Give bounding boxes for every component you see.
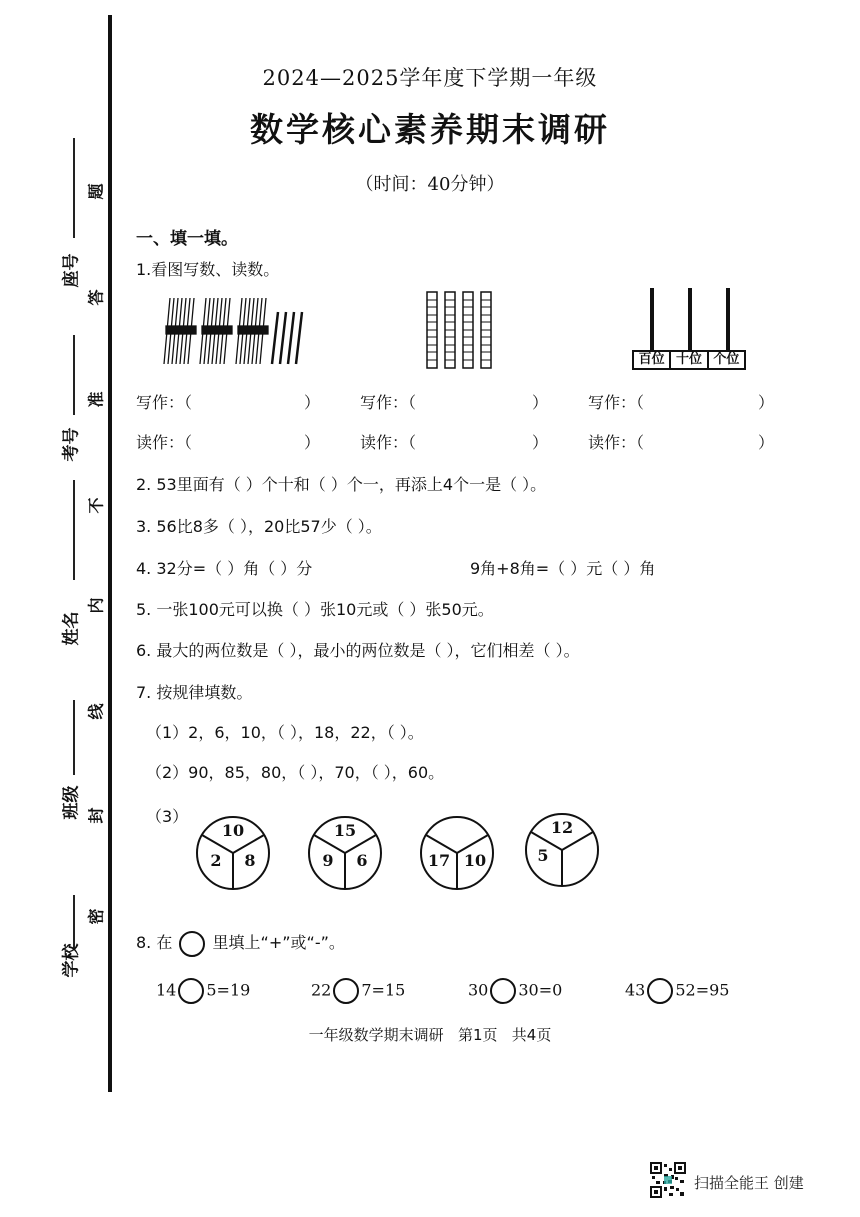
- wheel-left: 2: [210, 851, 222, 870]
- close-paren: ）: [304, 433, 321, 452]
- q8-left-number: 43: [625, 980, 646, 1000]
- page-footer: 一年级数学期末调研 第1页 共4页: [308, 1026, 552, 1044]
- close-paren: ）: [758, 433, 775, 452]
- q8-right-expression: 52=95: [675, 980, 730, 1000]
- number-wheel: [195, 815, 271, 891]
- circle-symbol-icon: [179, 931, 205, 957]
- abacus-rod: [726, 288, 730, 350]
- name-label: 姓名: [61, 611, 82, 646]
- write-label: 写作：（: [136, 393, 193, 412]
- wheel-right: 8: [244, 851, 256, 870]
- seal-char: 不: [86, 497, 106, 514]
- q8-item: [156, 978, 250, 1004]
- wheel-left: 17: [427, 851, 451, 870]
- stick-bundle: [236, 298, 268, 364]
- section-heading: 一、填一填。: [136, 229, 238, 249]
- qr-code-icon: [650, 1162, 686, 1198]
- exam-title: 数学核心素养期末调研: [250, 110, 610, 149]
- q4b-text: 9角+8角=（ ）元（ ）角: [470, 559, 656, 578]
- q7-sequence-3-label: （3）: [146, 807, 189, 826]
- write-label: 写作：（: [588, 393, 645, 412]
- q6-text: 6. 最大的两位数是（ ），最小的两位数是（ ），它们相差（ ）。: [136, 641, 580, 660]
- q7-sequence-1: （1）2，6，10，（ ），18，22，（ ）。: [146, 723, 424, 742]
- stick-bundles-picture: [162, 292, 312, 372]
- abacus-rod: [688, 288, 692, 350]
- grade-line: 2024—2025学年度下学期一年级: [262, 66, 598, 90]
- wheel-right: 6: [356, 851, 368, 870]
- seal-char: 内: [86, 597, 106, 614]
- q8-item: [625, 978, 729, 1004]
- seal-char: 线: [86, 703, 106, 720]
- wheel-right: 10: [463, 851, 487, 870]
- school-label: 学校: [61, 943, 82, 978]
- number-wheel: [524, 812, 600, 888]
- wheel-top: 10: [221, 821, 245, 840]
- q8-right-expression: 5=19: [206, 980, 251, 1000]
- seal-char: 准: [86, 391, 106, 408]
- q2-text: 2. 53里面有（ ）个十和（ ）个一，再添上4个一是（ ）。: [136, 475, 547, 494]
- q8-prompt-start: 8. 在: [136, 933, 173, 952]
- abacus-base: [632, 350, 746, 370]
- q8-item: [468, 978, 562, 1004]
- wheel-top: 15: [333, 821, 357, 840]
- read-label: 读作：（: [360, 433, 417, 452]
- camscanner-watermark: 扫描全能王 创建: [694, 1174, 804, 1192]
- q7-prompt: 7. 按规律填数。: [136, 683, 253, 702]
- read-label: 读作：（: [588, 433, 645, 452]
- q8-right-expression: 7=15: [361, 980, 406, 1000]
- close-paren: ）: [532, 433, 549, 452]
- abacus-picture: [630, 288, 750, 372]
- seal-char: 题: [86, 183, 106, 200]
- seat-number-label: 座号: [61, 253, 82, 288]
- exam-time: （时间：40分钟）: [355, 174, 505, 195]
- wheel-left: 5: [537, 846, 549, 865]
- operator-circle[interactable]: [647, 978, 673, 1004]
- wheel-left: 9: [322, 851, 334, 870]
- stick-bundle: [200, 298, 232, 364]
- number-wheel: [419, 815, 495, 891]
- abacus-rod: [650, 288, 654, 350]
- q1-prompt: 1.看图写数、读数。: [136, 260, 280, 279]
- q7-sequence-2: （2）90，85，80，（ ），70，（ ），60。: [146, 763, 445, 782]
- seal-char: 封: [86, 807, 106, 824]
- q8-prompt-end: 里填上“+”或“-”。: [212, 933, 345, 952]
- abacus-label-ones: 个位: [713, 352, 740, 367]
- operator-circle[interactable]: [178, 978, 204, 1004]
- exam-number-label: 考号: [61, 427, 82, 462]
- q8-prompt: [136, 930, 345, 957]
- school-underline: [73, 895, 75, 950]
- abacus-label-tens: 十位: [671, 352, 708, 368]
- seal-char: 密: [86, 908, 106, 925]
- wheel-top: 12: [550, 818, 574, 837]
- write-label: 写作：（: [360, 393, 417, 412]
- class-underline: [73, 700, 75, 775]
- seal-char: 答: [86, 289, 106, 306]
- stick-bundle: [164, 298, 196, 364]
- q8-left-number: 14: [156, 980, 177, 1000]
- operator-circle[interactable]: [333, 978, 359, 1004]
- exam-number-underline: [73, 335, 75, 415]
- close-paren: ）: [304, 393, 321, 412]
- q3-text: 3. 56比8多（ ），20比57少（ ）。: [136, 517, 382, 536]
- class-label: 班级: [61, 785, 82, 820]
- q4a-text: 4. 32分=（ ）角（ ）分: [136, 559, 313, 578]
- read-label: 读作：（: [136, 433, 193, 452]
- close-paren: ）: [532, 393, 549, 412]
- abacus-label-hundreds: 百位: [634, 352, 671, 368]
- close-paren: ）: [758, 393, 775, 412]
- number-wheel: [307, 815, 383, 891]
- q8-left-number: 22: [311, 980, 332, 1000]
- operator-circle[interactable]: [490, 978, 516, 1004]
- q5-text: 5. 一张100元可以换（ ）张10元或（ ）张50元。: [136, 600, 494, 619]
- ten-rods-picture: [425, 290, 495, 370]
- q8-right-expression: 30=0: [518, 980, 563, 1000]
- q8-left-number: 30: [468, 980, 489, 1000]
- single-sticks: [272, 312, 302, 364]
- q8-item: [311, 978, 405, 1004]
- name-underline: [73, 480, 75, 580]
